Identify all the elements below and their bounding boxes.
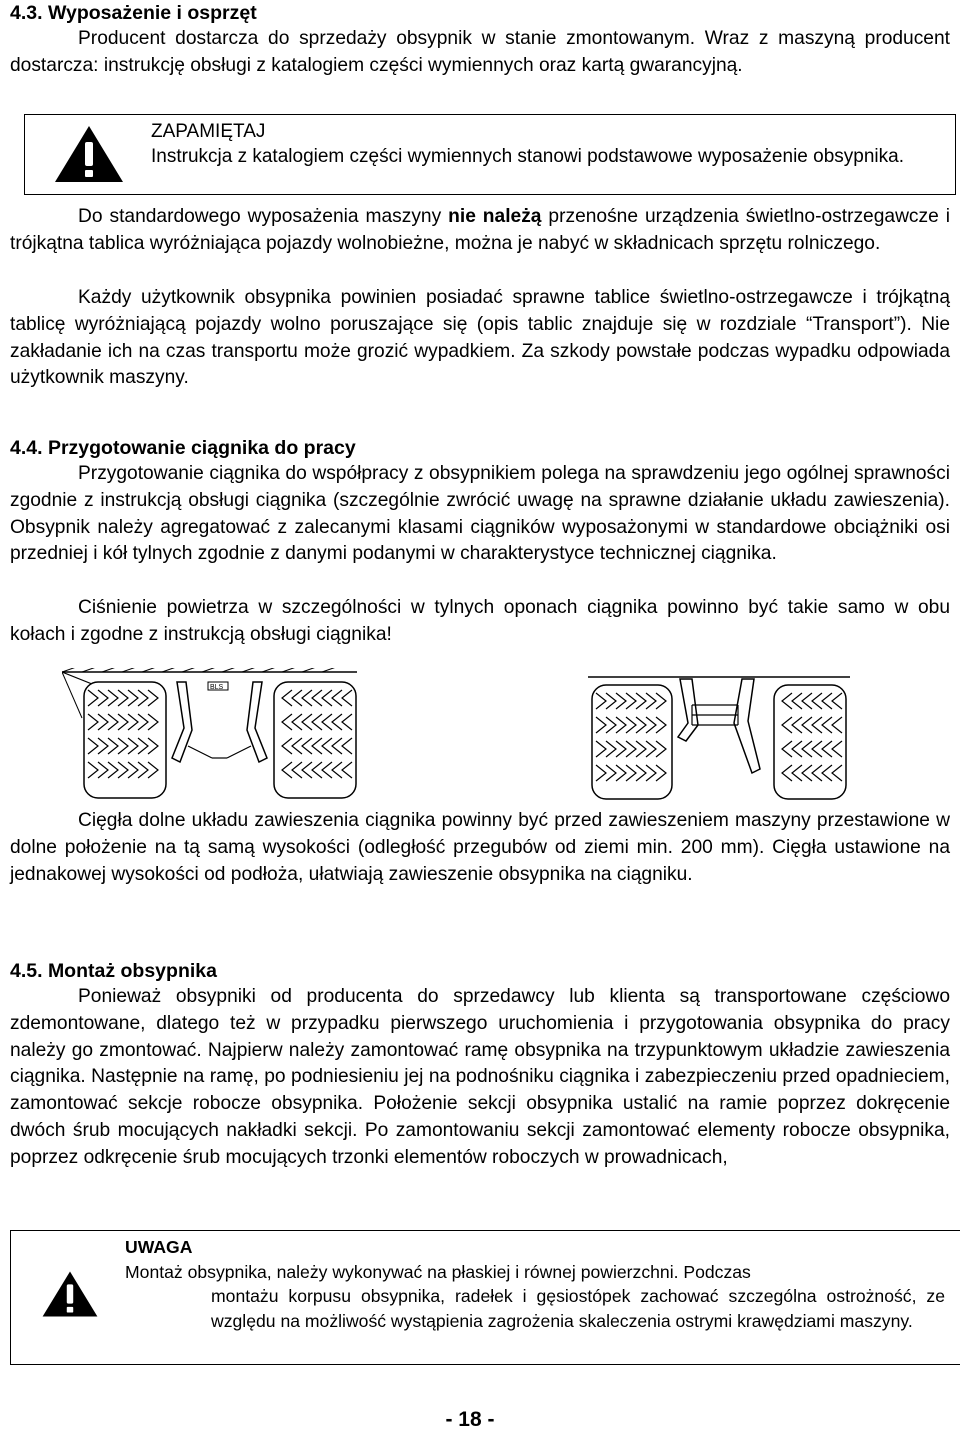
paragraph — [10, 461, 950, 568]
paragraph-text: Ciśnienie powietrza w szczególności w tylnych oponach ciągnika powinno być takie samo w obu kołach i zgodne z instrukcją obsługi ciągnika! — [10, 597, 950, 645]
page-number: - 18 - — [445, 1408, 495, 1431]
paragraph-text: Każdy użytkownik obsypnika powinien posiadać sprawne tablice świetlno-ostrzegawcze i trójkątną tablicę wyróżniającą pojazdy wolno poruszające się (opis tablic znajduje się w rozdziale “Transport”). Nie zakładanie ich na czas transportu może grozić wypadkiem. Za szkody powstałe podczas wypadku odpowiada użytkownik maszyny. — [10, 287, 950, 389]
section-heading-4-4: 4.4. Przygotowanie ciągnika do pracy — [10, 437, 356, 459]
callout-text: Instrukcja z katalogiem części wymiennych stanowi podstawowe wyposażenie obsypnika. — [151, 145, 904, 167]
callout-text-line: Montaż obsypnika, należy wykonywać na płaskiej i równej powierzchni. Podczas — [125, 1261, 751, 1282]
caution-callout — [10, 1230, 960, 1365]
callout-title: ZAPAMIĘTAJ — [151, 121, 266, 142]
paragraph-text: Ponieważ obsypniki od producenta do sprzedawcy lub klienta są transportowane częściowo zdemontowane, dlatego też w przypadku pierwszego uruchomienia i przygotowania obsypnika do pracy należy go zmontować. Najpierw należy zamontować ramę obsypnika na trzypunktowym układzie zawieszenia ciągnika. Następnie na ramę, po podniesieniu jej na podnośniku ciągnika i zabezpieczeniu przed opadnieciem, zamontować sekcje robocze obsypnika. Położenie sekcji obsypnika ustalić na ramie poprzez dokręcenie dwóch śrub mocujących nakładki sekcji. Po zamontowaniu sekcji zamontować elementy robocze obsypnika, poprzez odkręcenie śrub mocujących trzonki elementów roboczych w prowadnicach, — [10, 986, 950, 1168]
paragraph — [10, 595, 950, 649]
tractor-hitch-figure-right — [588, 675, 850, 805]
paragraph — [10, 26, 950, 80]
section-heading-4-5: 4.5. Montaż obsypnika — [10, 960, 217, 982]
paragraph — [10, 984, 950, 1172]
emphasis: nie należą — [448, 206, 542, 227]
callout-title: UWAGA — [125, 1237, 193, 1257]
paragraph — [10, 808, 950, 888]
tractor-hitch-figure-left — [62, 668, 362, 804]
remember-callout — [24, 114, 956, 195]
paragraph-text: Cięgła dolne układu zawieszenia ciągnika powinny być przed zawieszeniem maszyny przestawione w dolne położenie na tą samą wysokości (odległość przegubów od ziemi min. 200 mm). Cięgła ustawione na jednakowej wysokości od podłoża, ułatwiają zawieszenie obsypnika na ciągniku. — [10, 810, 950, 885]
paragraph — [10, 204, 950, 258]
warning-icon — [41, 1269, 99, 1319]
paragraph-text: Przygotowanie ciągnika do współpracy z obsypnikiem polega na sprawdzeniu jego ogólnej sprawności zgodnie z instrukcją obsługi ciągnika (szczególnie zwrócić uwagę na sprawne działanie układu zawieszenia). Obsypnik należy agregatować z zalecanymi klasami ciągników wyposażonymi w standardowe obciążniki osi przedniej i kół tylnych zgodnie z danymi podanymi w charakterystyce technicznej ciągnika. — [10, 463, 950, 565]
section-heading-4-3: 4.3. Wyposażenie i osprzęt — [10, 2, 257, 24]
warning-icon — [53, 124, 125, 184]
callout-text: montażu korpusu obsypnika, radełek i gęsiostópek zachować szczególna ostrożność, ze względu na możliwość wystąpienia zagrożenia skaleczenia ostrymi krawędziami maszyny. — [211, 1286, 945, 1331]
paragraph-text: Producent dostarcza do sprzedaży obsypnik w stanie zmontowanym. Wraz z maszyną producent dostarcza: instrukcję obsługi z katalogiem części wymiennych oraz kartą gwarancyjną. — [10, 28, 950, 76]
paragraph-text: Do standardowego wyposażenia maszyny — [78, 206, 449, 227]
figure-label: BLS — [210, 684, 224, 691]
paragraph-text: przenośne urządzenia świetlno-ostrzegawcze i trójkątna tablica wyróżniająca pojazdy wolnobieżne, można je nabyć w składnicach sprzętu rolniczego. — [10, 206, 950, 254]
paragraph — [10, 285, 950, 392]
